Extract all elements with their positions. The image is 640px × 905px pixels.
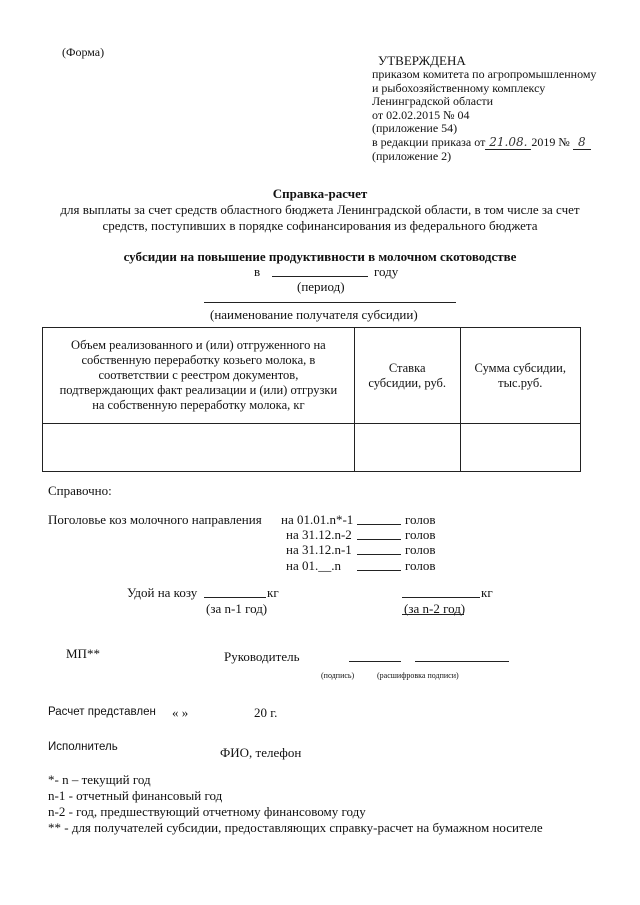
revision-prefix: в редакции приказа от [372, 134, 486, 149]
yield-unit-n2: кг [481, 585, 493, 600]
document-title: Справка-расчет [272, 186, 368, 201]
stamp-label: МП** [66, 646, 100, 661]
submitted-year: 20 г. [254, 705, 278, 720]
livestock-unit: голов [405, 512, 436, 527]
approval-line: Ленинградской области [372, 94, 494, 108]
recipient-caption: (наименование получателя субсидии) [210, 307, 418, 322]
signature-field[interactable] [349, 661, 401, 662]
approval-line: (приложение 2) [372, 149, 452, 163]
livestock-field-3[interactable] [357, 554, 401, 555]
approval-line: и рыбохозяйственному комплексу [372, 80, 546, 95]
cell-sum[interactable] [460, 424, 580, 472]
head-label: Руководитель [224, 649, 300, 664]
subsidy-title: субсидии на повышение продуктивности в молочном скотоводстве [123, 249, 517, 264]
livestock-field-2[interactable] [357, 539, 401, 540]
approval-title: УТВЕРЖДЕНА [378, 53, 466, 68]
yield-caption-underline [402, 614, 464, 615]
approval-line: от 02.02.2015 № 04 [372, 107, 470, 122]
period-prefix: в [254, 264, 261, 279]
header-rate: Ставка субсидии, руб. [354, 328, 460, 424]
yield-label: Удой на козу [127, 585, 198, 600]
submitted-label: Расчет представлен [48, 706, 156, 718]
approval-block [372, 53, 596, 164]
period-field[interactable] [272, 276, 368, 277]
form-label: (Форма) [62, 45, 105, 59]
note-paper-form: ** - для получателей субсидии, предоставляющих справку-расчет на бумажном носителе [48, 820, 543, 835]
livestock-date-1: на 01.01.n*-1 [281, 512, 354, 527]
yield-unit-n1: кг [267, 585, 279, 600]
yield-caption-n2: (за n-2 год) [404, 601, 466, 616]
cell-volume[interactable] [43, 424, 355, 472]
livestock-unit: голов [405, 558, 436, 573]
period-caption: (период) [297, 279, 345, 294]
recipient-field[interactable] [204, 302, 456, 303]
header-sum: Сумма субсидии, тыс.руб. [460, 328, 580, 424]
yield-caption-n1: (за n-1 год) [206, 601, 268, 616]
handwritten-number: 8 [573, 136, 591, 151]
livestock-date-2: на 31.12.n-2 [286, 527, 352, 542]
cell-rate[interactable] [354, 424, 460, 472]
table-header-row [43, 328, 581, 424]
note-previous-year: n-2 - год, предшествующий отчетному финансовому году [48, 804, 366, 819]
signature-caption: (подпись) [321, 671, 355, 680]
subsidy-table [42, 327, 581, 472]
table-row [43, 424, 581, 472]
reference-label: Справочно: [48, 483, 112, 498]
approval-line: (приложение 54) [372, 121, 458, 135]
livestock-date-3: на 31.12.n-1 [286, 542, 352, 557]
document-subtitle-1: для выплаты за счет средств областного бюджета Ленинградской области, в том числе за счет [60, 202, 580, 217]
approval-line: приказом комитета по агропромышленному [372, 67, 597, 81]
revision-line [372, 136, 596, 151]
executor-contact: ФИО, телефон [220, 745, 302, 760]
handwritten-date: 21.08. [485, 136, 531, 151]
executor-label: Исполнитель [48, 741, 118, 753]
period-suffix: году [374, 264, 399, 279]
yield-field-n1[interactable] [204, 597, 266, 598]
livestock-field-1[interactable] [357, 524, 401, 525]
decode-caption: (расшифровка подписи) [377, 671, 459, 680]
note-current-year: *- n – текущий год [48, 772, 151, 787]
livestock-unit: голов [405, 542, 436, 557]
document-subtitle-2: средств, поступивших в порядке софинансирования из федерального бюджета [102, 218, 538, 233]
signature-decode-field[interactable] [415, 661, 509, 662]
livestock-label: Поголовье коз молочного направления [48, 512, 262, 527]
submitted-quotes: « » [172, 705, 189, 720]
livestock-date-4: на 01.__.n [286, 558, 341, 573]
note-reporting-year: n-1 - отчетный финансовый год [48, 788, 223, 803]
livestock-field-4[interactable] [357, 570, 401, 571]
header-volume: Объем реализованного и (или) отгруженного на собственную переработку козьего молока, в соответствии с реестром документов, подтверждающих факт реализации и (или) отгрузки на собственную переработку молока, кг [43, 328, 355, 424]
yield-field-n2[interactable] [402, 597, 480, 598]
revision-year: 2019 № [531, 134, 570, 149]
livestock-unit: голов [405, 527, 436, 542]
